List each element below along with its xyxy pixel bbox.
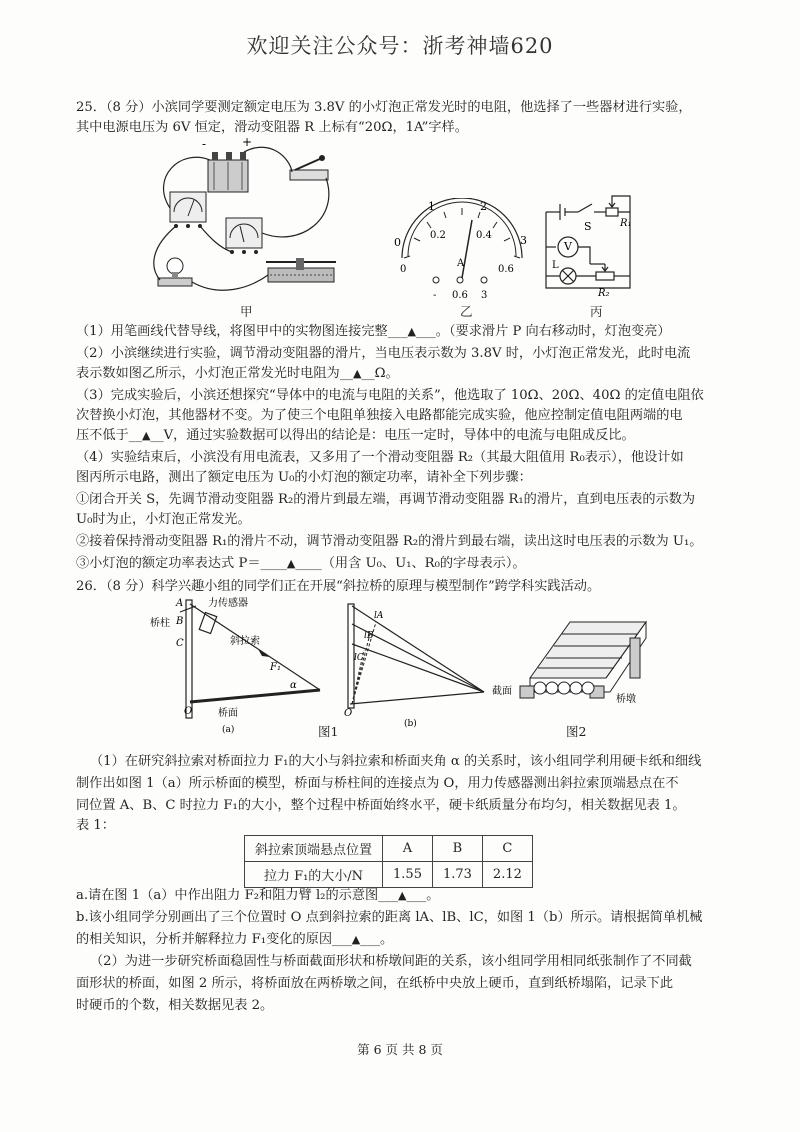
q25-part2-line1: （2）小滨继续进行实验，调节滑动变阻器的滑片，当电压表示数为 3.8V 时，小灯泡正常发光，此时电流 — [76, 346, 691, 361]
q25-part3-line3: 压不低于__▲__V，通过实验数据可以得出的结论是：电压一定时，导体中的电流与电阻成反比。 — [76, 428, 635, 443]
dial-top-end: 3 — [520, 234, 527, 247]
r2-label: R₂ — [598, 288, 610, 299]
switch-icon — [290, 155, 328, 180]
q26-part2-line1: （2）为进一步研究桥面稳固性与桥面截面形状和桥墩间距的关系，该小组同学用相同纸张制作了不同截 — [90, 954, 692, 969]
point-B: B — [176, 616, 184, 627]
q25-part4-step2: ②接着保持滑动变阻器 R₁的滑片不动，调节滑动变阻器 R₂的滑片到最右端，读出这时电压表的示数为 U₁。 — [76, 534, 703, 549]
terminal-06: 0.6 — [452, 290, 468, 301]
q25-intro-line1: 25．（8 分）小滨同学要测定额定电压为 3.8V 的小灯泡正常发光时的电阻，他选择了一些器材进行实验， — [76, 100, 692, 115]
r1-label: R₁ — [620, 218, 632, 229]
q25-part4-line2: 图丙所示电路，测出了额定电压为 U₀的小灯泡的额定功率，请补全下列步骤： — [76, 470, 532, 485]
dial-inner-tick-1: 0.2 — [430, 230, 446, 241]
svg-text:+: + — [242, 138, 253, 149]
q26-part2-line2: 面形状的桥面，如图 2 所示，将桥面放在两桥墩之间，在纸桥中央放上硬币，直到纸桥塌陷，记录下此 — [76, 976, 674, 991]
figure-yi-label: 乙 — [460, 304, 473, 319]
table-row — [245, 836, 533, 862]
table-cell-c: 2.12 — [482, 862, 532, 888]
ammeter-icon — [226, 218, 262, 254]
q26-part2-line3: 时硬币的个数，相关数据见表 2。 — [76, 998, 274, 1013]
cable-label: 斜拉索 — [230, 636, 260, 647]
q26-part-b-line2: 的相关知识，分析并解释拉力 F₁变化的原因___▲___。 — [76, 932, 394, 947]
table-header-a: A — [383, 836, 433, 862]
table-row-label: 拉力 F₁的大小/N — [245, 862, 383, 888]
alpha-label: α — [290, 680, 297, 691]
table-header-c: C — [482, 836, 532, 862]
deck-label: 桥面 — [218, 708, 238, 719]
pier-label: 桥墩 — [616, 694, 636, 705]
table-header-b: B — [432, 836, 482, 862]
figure1b-distances — [338, 598, 488, 732]
voltmeter-symbol: V — [564, 240, 572, 253]
section-label: 截面 — [492, 686, 512, 697]
table-cell-b: 1.73 — [432, 862, 482, 888]
battery-icon — [202, 138, 252, 192]
dial-inner-end: 0.6 — [498, 264, 514, 275]
rheostat-icon — [266, 258, 336, 282]
dial-inner-tick-2: 0.4 — [476, 230, 492, 241]
figure-bing-label: 丙 — [590, 304, 603, 319]
q25-intro-line2: 其中电源电压为 6V 恒定，滑动变阻器 R 上标有“20Ω，1A”字样。 — [76, 120, 468, 135]
q25-part4-line1: （4）实验结束后，小滨没有用电流表，又多用了一个滑动变阻器 R₂（其最大阻值用 R₀表示），他设计如 — [76, 450, 684, 465]
lB-label: lB — [364, 631, 374, 641]
table1 — [244, 835, 533, 888]
svg-text:-: - — [202, 138, 207, 151]
q26-part-b-line1: b.该小组同学分别画出了三个位置时 O 点到斜拉索的距离 lA、lB、lC，如图 1（b）所示。请根据简单机械 — [76, 910, 703, 925]
fig1a-tag: (a) — [222, 725, 235, 734]
point-O: O — [184, 706, 193, 717]
dial-unit: A — [457, 258, 465, 269]
lC-label: lC — [354, 653, 364, 663]
voltmeter-icon — [170, 192, 206, 228]
q25-part4-step1-line1: ①闭合开关 S，先调节滑动变阻器 R₂的滑片到最左端，再调节滑动变阻器 R₁的滑片，直到电压表的示数为 — [76, 492, 696, 507]
table-cell-a: 1.55 — [383, 862, 433, 888]
dial-top-tick-1: 1 — [428, 200, 435, 213]
figure-bing-circuit — [540, 192, 650, 304]
figure-yi-ammeter-dial — [380, 198, 540, 308]
lamp-label: L — [552, 260, 559, 271]
dial-inner-start: 0 — [400, 264, 407, 275]
q25-part4-step3: ③小灯泡的额定功率表达式 P＝____▲____（用含 U₀、U₁、R₀的字母表示）。 — [76, 556, 526, 571]
figure1-caption: 图1 — [318, 724, 339, 739]
bulb-icon — [158, 258, 192, 286]
terminal-3: 3 — [481, 290, 488, 301]
page-header: 欢迎关注公众号：浙考神墙620 — [246, 34, 554, 58]
q25-part3-line1: （3）完成实验后，小滨还想探究“导体中的电流与电阻的关系”，他选取了 10Ω、20Ω、40Ω 的定值电阻依 — [76, 388, 704, 403]
table-header-label: 斜拉索顶端悬点位置 — [245, 836, 383, 862]
dial-top-tick-2: 2 — [480, 200, 487, 213]
f1-label: F₁ — [270, 662, 281, 673]
dial-top-start: 0 — [394, 236, 401, 249]
figure-jia-label: 甲 — [240, 304, 253, 319]
q26-part1-line1: （1）在研究斜拉索对桥面拉力 F₁的大小与斜拉索和桥面夹角 α 的关系时，该小组同学利用硬卡纸和细线 — [90, 754, 702, 769]
q25-part1: （1）用笔画线代替导线，将图甲中的实物图连接完整___▲___。（要求滑片 P 向右移动时，灯泡变亮） — [76, 324, 671, 339]
figure2-paper-bridge — [490, 602, 660, 714]
figure1a-bridge-model — [150, 594, 330, 734]
q25-part2-line2: 表示数如图乙所示，小灯泡正常发光时电阻为__▲__Ω。 — [76, 366, 399, 381]
q26-part1-line2: 制作出如图 1（a）所示桥面的模型，桥面与桥柱间的连接点为 O，用力传感器测出斜拉索顶端悬点在不 — [76, 776, 679, 791]
q25-part4-step1-line2: U₀时为止，小灯泡正常发光。 — [76, 512, 251, 527]
figure2-caption: 图2 — [566, 724, 587, 739]
pillar-label: 桥柱 — [150, 618, 170, 629]
figure-jia-apparatus — [140, 138, 350, 308]
switch-label: S — [584, 220, 592, 233]
page-footer: 第 6 页 共 8 页 — [357, 1042, 443, 1057]
q26-part-a: a.请在图 1（a）中作出阻力 F₂和阻力臂 l₂的示意图___▲___。 — [76, 888, 440, 903]
lA-label: lA — [374, 611, 384, 621]
fig1b-point-O: O — [344, 708, 353, 719]
fig1b-tag: (b) — [404, 719, 417, 729]
point-A: A — [176, 598, 184, 609]
sensor-label: 力传感器 — [208, 598, 248, 609]
table-row — [245, 862, 533, 888]
q25-part3-line2: 次替换小灯泡，其他器材不变。为了使三个电阻单独接入电路都能完成实验，他应控制定值电阻两端的电 — [76, 408, 683, 423]
terminal-neg: - — [433, 290, 437, 301]
point-C: C — [176, 638, 184, 649]
q26-intro: 26．（8 分）科学兴趣小组的同学们正在开展“斜拉桥的原理与模型制作”跨学科实践活动。 — [76, 579, 601, 594]
table1-label: 表 1： — [76, 818, 115, 833]
q26-part1-line3: 同位置 A、B、C 时拉力 F₁的大小，整个过程中桥面始终水平，硬卡纸质量分布均匀，相关数据见表 1。 — [76, 798, 686, 813]
